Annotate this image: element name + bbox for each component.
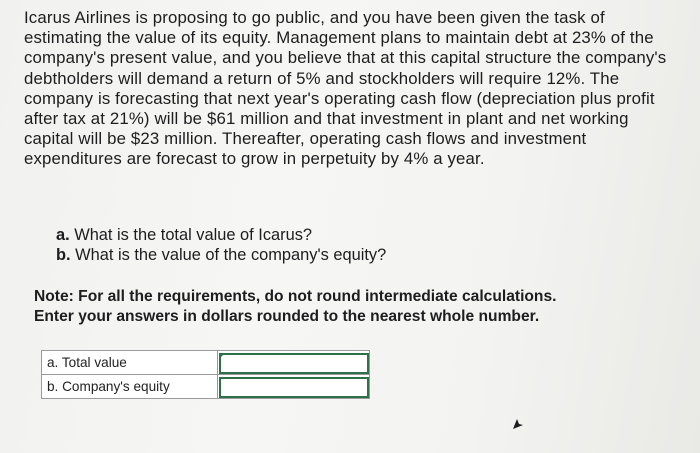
answer-row-total-value [42,351,370,375]
company-equity-input[interactable] [219,377,369,398]
question-b-letter: b. [56,246,71,264]
rounding-note-line-2: Enter your answers in dollars rounded to the nearest whole number. [34,307,540,325]
question-list [56,225,386,265]
question-a [56,225,386,245]
question-a-text: What is the total value of Icarus? [69,226,313,244]
total-value-label: a. Total value [42,351,218,375]
rounding-note-line-1: Note: For all the requirements, do not round intermediate calculations. [34,288,557,305]
cell-marker-icon [220,354,224,358]
company-equity-cell [218,375,370,399]
problem-statement: Icarus Airlines is proposing to go public, and you have been given the task of estimating the value of its equity. Management plans to maintain debt at 23% of the company's present value, and you believe that at this capital structure the company's debtholders will demand a return of 5% and stockholders will require 12%. The company is forecasting that next year's operating cash flow (depreciation plus profit after tax at 21%) will be $61 million and that investment in plant and net working capital will be $23 million. Thereafter, operating cash flows and investment expenditures are forecast to grow in perpetuity by 4% a year. [24,8,667,169]
question-b-text: What is the value of the company's equity? [70,246,387,264]
question-b [56,245,386,265]
answer-table [41,350,370,399]
question-a-letter: a. [56,226,70,244]
company-equity-label: b. Company's equity [42,375,218,399]
total-value-cell [218,351,370,375]
rounding-note [34,287,654,326]
total-value-input[interactable] [219,353,369,374]
answer-row-company-equity [42,375,370,399]
mouse-pointer-icon [512,418,524,430]
